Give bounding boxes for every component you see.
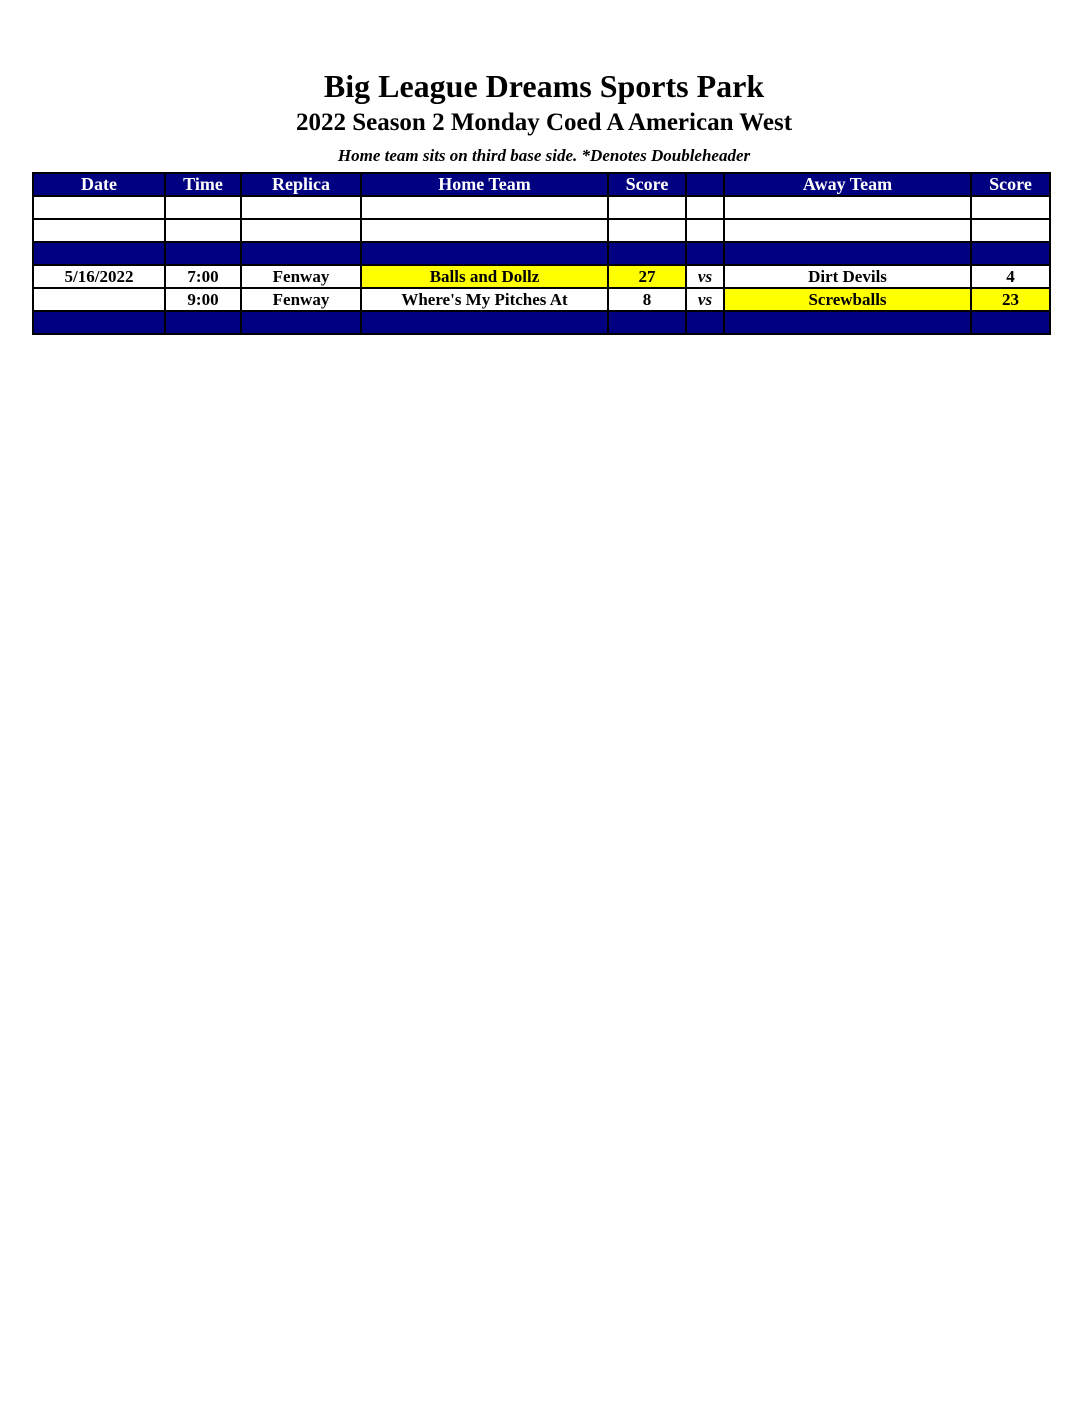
empty-cell <box>241 219 361 242</box>
separator-cell <box>724 242 971 265</box>
separator-cell <box>361 311 608 334</box>
separator-cell <box>608 311 686 334</box>
separator-cell <box>686 242 724 265</box>
empty-cell <box>608 196 686 219</box>
empty-cell <box>165 219 241 242</box>
empty-cell <box>686 219 724 242</box>
empty-cell <box>33 196 165 219</box>
versus-label: vs <box>686 265 724 288</box>
game-row <box>33 288 1050 311</box>
game-time: 9:00 <box>165 288 241 311</box>
empty-cell <box>971 196 1050 219</box>
home-score: 27 <box>608 265 686 288</box>
page-title: Big League Dreams Sports Park <box>323 68 765 104</box>
away-score: 4 <box>971 265 1050 288</box>
away-team: Dirt Devils <box>724 265 971 288</box>
game-row <box>33 265 1050 288</box>
empty-cell <box>33 219 165 242</box>
game-date: 5/16/2022 <box>33 265 165 288</box>
away-score: 23 <box>971 288 1050 311</box>
separator-cell <box>361 242 608 265</box>
away-team: Screwballs <box>724 288 971 311</box>
separator-cell <box>971 311 1050 334</box>
schedule-table <box>32 172 1051 335</box>
column-header-home-team: Home Team <box>361 173 608 196</box>
column-header-home-score: Score <box>608 173 686 196</box>
empty-cell <box>241 196 361 219</box>
game-date <box>33 288 165 311</box>
home-team: Balls and Dollz <box>361 265 608 288</box>
page-subtitle: 2022 Season 2 Monday Coed A American West <box>295 109 793 136</box>
separator-cell <box>686 311 724 334</box>
separator-row <box>33 242 1050 265</box>
empty-cell <box>971 219 1050 242</box>
empty-cell <box>361 196 608 219</box>
separator-cell <box>971 242 1050 265</box>
table-header-row <box>33 173 1050 196</box>
column-header-time: Time <box>165 173 241 196</box>
column-header-vs <box>686 173 724 196</box>
separator-cell <box>33 242 165 265</box>
empty-cell <box>165 196 241 219</box>
separator-cell <box>165 242 241 265</box>
home-team: Where's My Pitches At <box>361 288 608 311</box>
separator-cell <box>241 311 361 334</box>
separator-row <box>33 311 1050 334</box>
empty-cell <box>608 219 686 242</box>
separator-cell <box>165 311 241 334</box>
game-time: 7:00 <box>165 265 241 288</box>
home-score: 8 <box>608 288 686 311</box>
empty-cell <box>724 219 971 242</box>
game-replica: Fenway <box>241 265 361 288</box>
empty-cell <box>361 219 608 242</box>
schedule-note: Home team sits on third base side. *Denotes Doubleheader <box>337 146 751 165</box>
empty-cell <box>724 196 971 219</box>
blank-row <box>33 219 1050 242</box>
column-header-replica: Replica <box>241 173 361 196</box>
column-header-away-score: Score <box>971 173 1050 196</box>
blank-row <box>33 196 1050 219</box>
separator-cell <box>33 311 165 334</box>
separator-cell <box>608 242 686 265</box>
empty-cell <box>686 196 724 219</box>
separator-cell <box>241 242 361 265</box>
separator-cell <box>724 311 971 334</box>
column-header-date: Date <box>33 173 165 196</box>
versus-label: vs <box>686 288 724 311</box>
column-header-away-team: Away Team <box>724 173 971 196</box>
game-replica: Fenway <box>241 288 361 311</box>
